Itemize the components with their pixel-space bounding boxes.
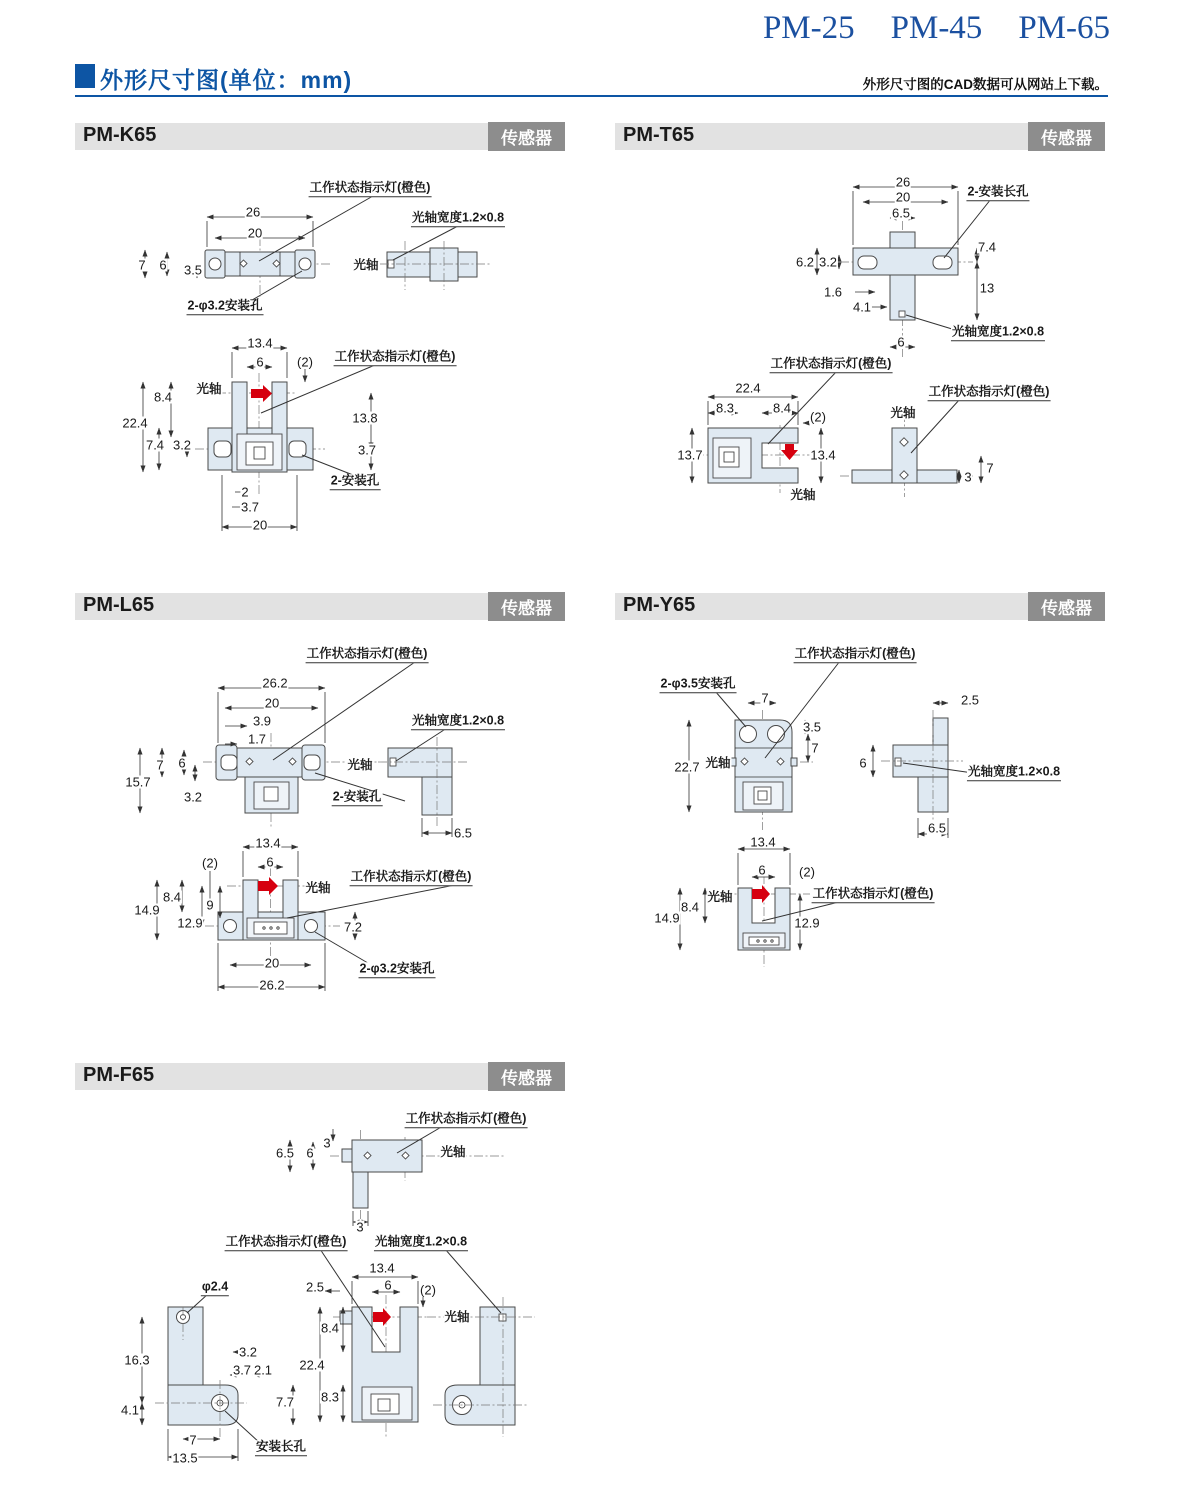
annotation-label: 工作状态指示灯(橙色) <box>405 1112 528 1128</box>
dimension-label: 3 <box>323 1135 331 1151</box>
dimension-label: 8.3 <box>320 1389 340 1405</box>
panel-title: PM-T65 <box>623 124 695 146</box>
dimension-label: 13.4 <box>810 447 836 463</box>
section-header <box>75 62 1110 92</box>
dimension-label: (2) <box>810 409 826 425</box>
dimension-label: 3 <box>964 469 972 485</box>
dimension-label: 8.4 <box>680 899 700 915</box>
annotation-label: 光轴宽度1.2×0.8 <box>411 211 505 227</box>
dimension-label: 6 <box>178 755 186 771</box>
section-marker-square <box>75 64 95 88</box>
dimension-label: 13.8 <box>352 410 378 426</box>
annotation-label: 2-φ3.2安装孔 <box>187 299 264 315</box>
dimension-label: 12.9 <box>794 915 820 931</box>
model-name: PM-25 <box>762 10 855 46</box>
dimension-label: 3.5 <box>183 262 203 278</box>
panel-title: PM-L65 <box>83 594 155 616</box>
panel-title: PM-K65 <box>83 124 157 146</box>
dimension-label: 3.2 <box>183 789 203 805</box>
dimension-label: 16.3 <box>124 1352 150 1368</box>
annotation-label: 工作状态指示灯(橙色) <box>770 357 893 373</box>
dimension-label: 7.2 <box>343 919 363 935</box>
dimension-label: 6 <box>859 755 867 771</box>
dimension-label: 22.4 <box>735 380 761 396</box>
dimension-label: 6.2 <box>795 254 815 270</box>
dimension-label: 6 <box>256 354 264 370</box>
dimension-label: 3.2 <box>172 437 192 453</box>
dimension-label: 6.5 <box>927 820 947 836</box>
dimension-label: 12.9 <box>177 915 203 931</box>
dimension-label: 13.4 <box>255 835 281 851</box>
pm-t65-drawing <box>615 145 1105 565</box>
dimension-label: (2) <box>297 354 313 370</box>
dimension-label: 7 <box>138 257 146 273</box>
dimension-label: 6.5 <box>891 205 911 221</box>
dimension-label: 2.1 <box>253 1362 273 1378</box>
annotation-label: 光轴 <box>347 757 373 772</box>
annotation-label: 工作状态指示灯(橙色) <box>225 1235 348 1251</box>
pm-f65-drawing <box>75 1085 565 1485</box>
dimension-label: 22.4 <box>122 415 148 431</box>
dimension-label: 7.4 <box>977 239 997 255</box>
dimension-label: 20 <box>247 225 263 241</box>
annotation-label: 光轴 <box>196 381 222 396</box>
dimension-label: 7 <box>986 460 994 476</box>
dimension-label: 8.3 <box>715 400 735 416</box>
annotation-label: 光轴 <box>705 755 731 770</box>
annotation-label: 工作状态指示灯(橙色) <box>812 887 935 903</box>
cad-download-note: 外形尺寸图的CAD数据可从网站上下载。 <box>862 77 1108 92</box>
dimension-label: 8.4 <box>153 389 173 405</box>
section-title: 外形尺寸图(单位：mm) <box>100 67 353 93</box>
dimension-label: 26.2 <box>259 977 285 993</box>
model-name: PM-65 <box>1018 10 1110 46</box>
dimension-label: 7 <box>156 757 164 773</box>
dimension-label: 2 <box>241 484 249 500</box>
section-rule <box>75 95 1108 97</box>
annotation-label: 光轴宽度1.2×0.8 <box>411 714 505 730</box>
dimension-label: 3.7 <box>240 499 260 515</box>
dimension-label: 6 <box>266 854 274 870</box>
dimension-label: 13.7 <box>677 447 703 463</box>
dimension-label: 14.9 <box>654 910 680 926</box>
annotation-label: 光轴宽度1.2×0.8 <box>374 1235 468 1251</box>
dimension-label: 8.4 <box>772 400 792 416</box>
annotation-label: φ2.4 <box>201 1280 229 1296</box>
dimension-label: 7 <box>189 1432 197 1448</box>
dimension-label: 3.5 <box>802 719 822 735</box>
dimension-label: 14.9 <box>134 902 160 918</box>
dimension-label: 26.2 <box>262 675 288 691</box>
dimension-label: 22.4 <box>299 1357 325 1373</box>
dimension-label: (2) <box>202 855 218 871</box>
annotation-label: 光轴 <box>790 487 816 502</box>
annotation-label: 工作状态指示灯(橙色) <box>350 870 473 886</box>
annotation-label: 光轴 <box>444 1309 470 1324</box>
annotation-label: 2-安装孔 <box>330 474 381 490</box>
dimension-label: 26 <box>895 174 911 190</box>
dimension-label: 8.4 <box>320 1320 340 1336</box>
dimension-label: 1.7 <box>247 731 267 747</box>
dimension-label: (2) <box>799 864 815 880</box>
dimension-label: 20 <box>264 955 280 971</box>
dimension-label: 26 <box>245 204 261 220</box>
dimension-label: 20 <box>252 517 268 533</box>
dimension-label: 3.9 <box>252 713 272 729</box>
annotation-label: 2-安装长孔 <box>966 185 1029 201</box>
annotation-label: 安装长孔 <box>255 1440 307 1456</box>
dimension-label: 20 <box>264 695 280 711</box>
sensor-badge: 传感器 <box>488 1062 565 1091</box>
dimension-label: 3.7 <box>357 442 377 458</box>
sensor-badge: 传感器 <box>1028 122 1105 151</box>
dimension-label: 7 <box>761 690 769 706</box>
dimension-label: 6 <box>159 257 167 273</box>
dimension-label: 13.5 <box>172 1450 198 1466</box>
dimension-label: 3.2 <box>818 254 838 270</box>
pm-k65-views <box>75 145 565 565</box>
dimension-label: 2.5 <box>305 1279 325 1295</box>
dimension-label: 6 <box>384 1277 392 1293</box>
dimension-label: 6.5 <box>275 1145 295 1161</box>
dimension-label: 3.2 <box>238 1344 258 1360</box>
dimension-label: 7.7 <box>275 1394 295 1410</box>
pm-l65-views <box>75 615 565 1045</box>
dimension-label: 13.4 <box>750 834 776 850</box>
dimension-label: 9 <box>206 897 214 913</box>
annotation-label: 2-φ3.2安装孔 <box>359 962 436 978</box>
dimension-label: 4.1 <box>120 1402 140 1418</box>
dimension-label: 13.4 <box>369 1260 395 1276</box>
dimension-label: 20 <box>895 189 911 205</box>
dimension-label: 3.7 <box>232 1362 252 1378</box>
dimension-label: 6.5 <box>453 825 473 841</box>
annotation-label: 工作状态指示灯(橙色) <box>309 181 432 197</box>
dimension-label: 6 <box>306 1145 314 1161</box>
model-name: PM-45 <box>890 10 983 46</box>
dimension-label: 7.4 <box>145 437 165 453</box>
panel-title: PM-F65 <box>83 1064 155 1086</box>
dimension-label: 22.7 <box>674 759 700 775</box>
annotation-label: 光轴宽度1.2×0.8 <box>951 325 1045 341</box>
dimension-label: 4.1 <box>852 299 872 315</box>
dimension-label: 1.6 <box>823 284 843 300</box>
dimension-label: 13 <box>979 280 995 296</box>
annotation-label: 光轴 <box>353 257 379 272</box>
pm-k65-drawing <box>75 145 565 565</box>
dimension-label: 3 <box>356 1219 364 1235</box>
page-models <box>763 10 1110 47</box>
dimension-label: 6 <box>758 862 766 878</box>
annotation-label: 2-φ3.5安装孔 <box>660 677 737 693</box>
sensor-badge: 传感器 <box>488 122 565 151</box>
annotation-label: 工作状态指示灯(橙色) <box>928 385 1051 401</box>
annotation-label: 光轴 <box>890 405 916 420</box>
annotation-label: 工作状态指示灯(橙色) <box>306 647 429 663</box>
annotation-label: 光轴宽度1.2×0.8 <box>967 765 1061 781</box>
annotation-label: 光轴 <box>707 889 733 904</box>
dimension-label: 8.4 <box>162 889 182 905</box>
dimension-label: 13.4 <box>247 335 273 351</box>
dimension-label: 15.7 <box>125 774 151 790</box>
pm-y65-drawing <box>615 615 1105 1045</box>
dimension-label: 6 <box>897 334 905 350</box>
dimension-label: 7 <box>811 740 819 756</box>
annotation-label: 2-安装孔 <box>332 790 383 806</box>
pm-t65-views <box>615 145 1105 565</box>
panel-title: PM-Y65 <box>623 594 696 616</box>
annotation-label: 工作状态指示灯(橙色) <box>794 647 917 663</box>
annotation-label: 光轴 <box>305 880 331 895</box>
dimension-label: (2) <box>420 1282 436 1298</box>
sensor-badge: 传感器 <box>488 592 565 621</box>
pm-l65-drawing <box>75 615 565 1045</box>
annotation-label: 光轴 <box>440 1144 466 1159</box>
sensor-badge: 传感器 <box>1028 592 1105 621</box>
annotation-label: 工作状态指示灯(橙色) <box>334 350 457 366</box>
dimension-label: 2.5 <box>960 692 980 708</box>
